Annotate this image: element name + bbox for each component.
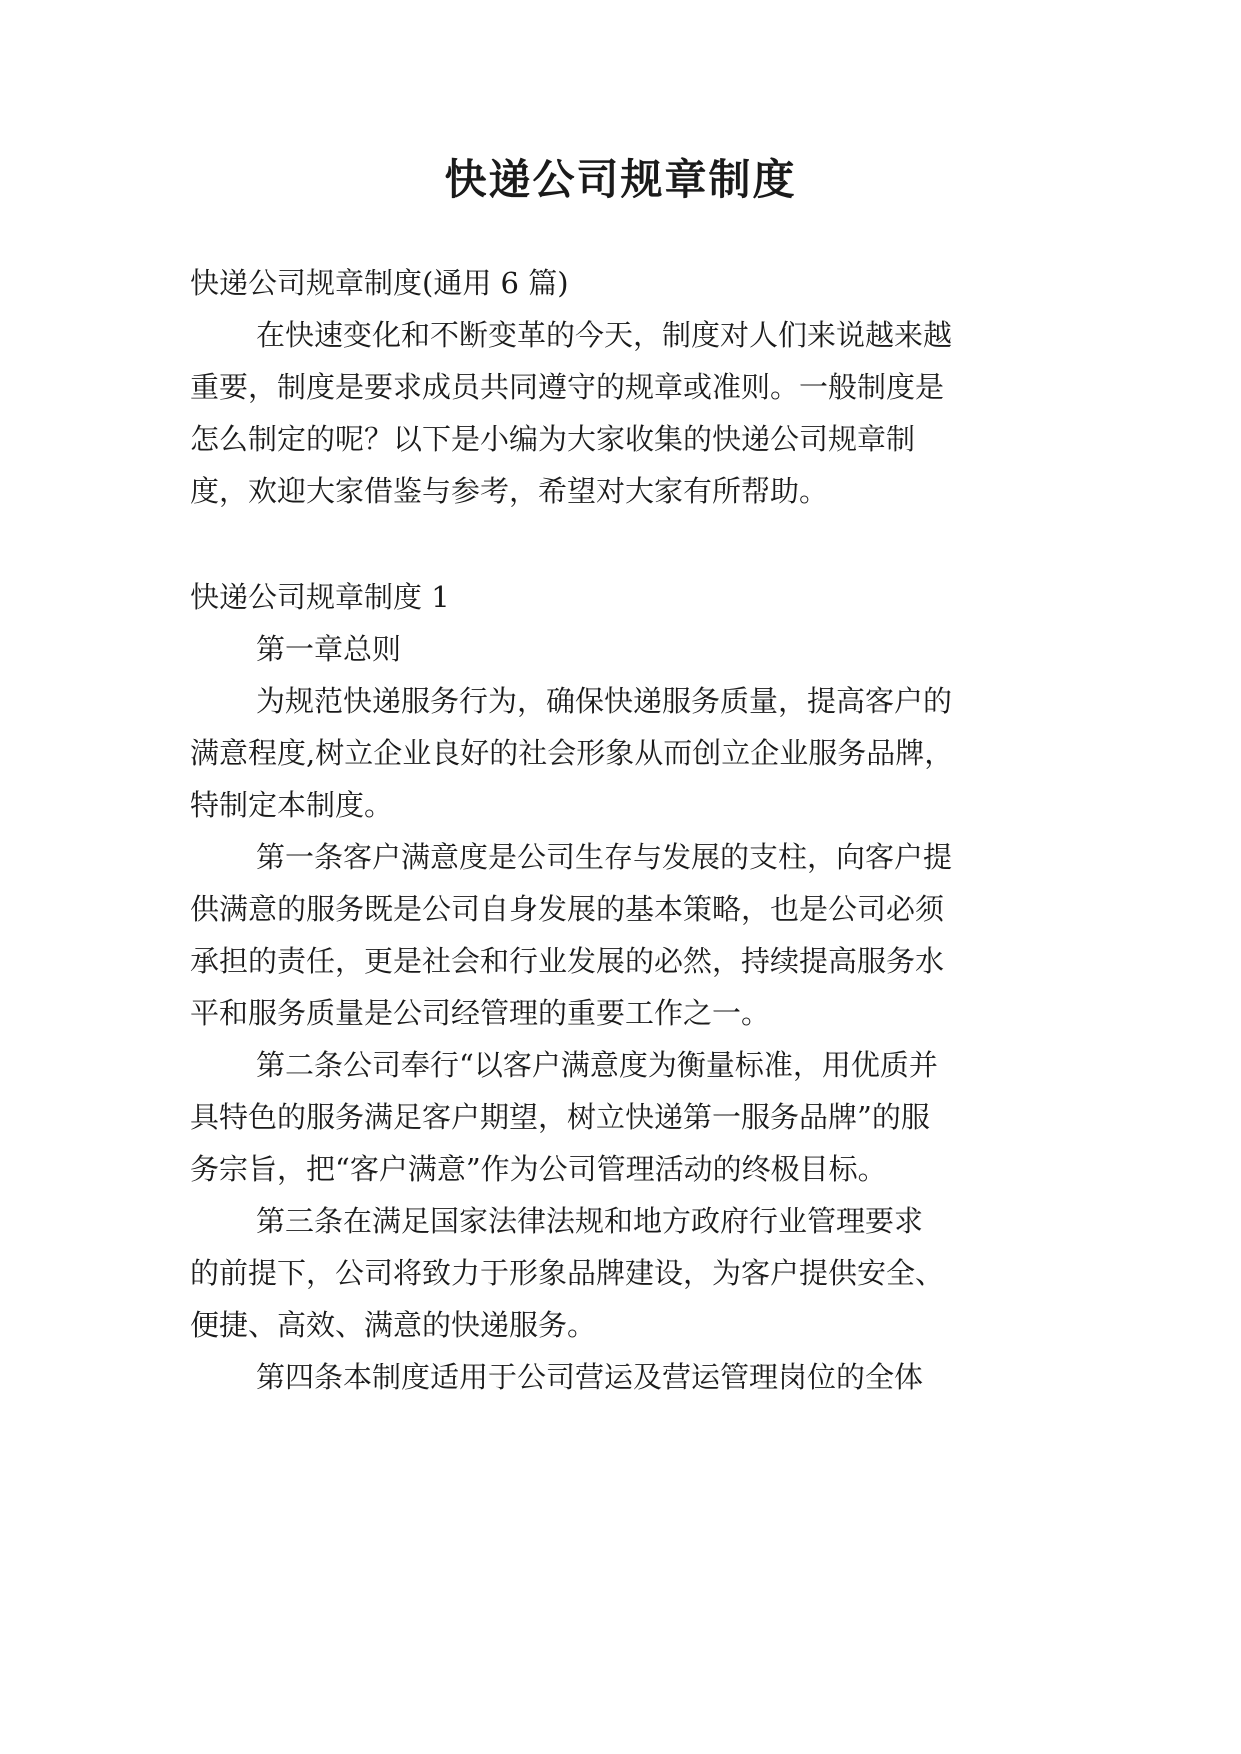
chapter-heading: 第一章总则 (256, 632, 402, 666)
intro-line-2: 重要，制度是要求成员共同遵守的规章或准则。一般制度是 (190, 370, 945, 404)
article-1-line: 承担的责任，更是社会和行业发展的必然，持续提高服务水 (190, 944, 945, 978)
article-2-line: 具特色的服务满足客户期望，树立快递第一服务品牌”的服 (190, 1100, 930, 1134)
section-heading: 快递公司规章制度 1 (190, 580, 450, 614)
intro-line-3: 怎么制定的呢？以下是小编为大家收集的快递公司规章制 (190, 422, 916, 456)
article-1-line: 第一条客户满意度是公司生存与发展的支柱，向客户提 (256, 840, 953, 874)
article-4-line: 第四条本制度适用于公司营运及营运管理岗位的全体 (256, 1360, 924, 1394)
body-line: 特制定本制度。 (190, 788, 394, 822)
intro-line-1: 在快速变化和不断变革的今天，制度对人们来说越来越 (256, 318, 953, 352)
article-3-line: 的前提下，公司将致力于形象品牌建设，为客户提供安全、 (190, 1256, 945, 1290)
article-3-line: 第三条在满足国家法律法规和地方政府行业管理要求 (256, 1204, 924, 1238)
article-1-line: 供满意的服务既是公司自身发展的基本策略，也是公司必须 (190, 892, 945, 926)
body-line: 为规范快递服务行为，确保快递服务质量，提高客户的 (256, 684, 953, 718)
article-3-line: 便捷、高效、满意的快递服务。 (190, 1308, 597, 1342)
article-2-line: 第二条公司奉行“以客户满意度为衡量标准，用优质并 (256, 1048, 938, 1082)
intro-line-4: 度，欢迎大家借鉴与参考，希望对大家有所帮助。 (190, 474, 829, 508)
article-1-line: 平和服务质量是公司经管理的重要工作之一。 (190, 996, 771, 1030)
article-2-line: 务宗旨，把“客户满意”作为公司管理活动的终极目标。 (190, 1152, 887, 1186)
document-title: 快递公司规章制度 (444, 155, 797, 204)
body-line: 满意程度,树立企业良好的社会形象从而创立企业服务品牌， (190, 736, 954, 770)
subtitle-line: 快递公司规章制度(通用 6 篇) (190, 266, 569, 300)
